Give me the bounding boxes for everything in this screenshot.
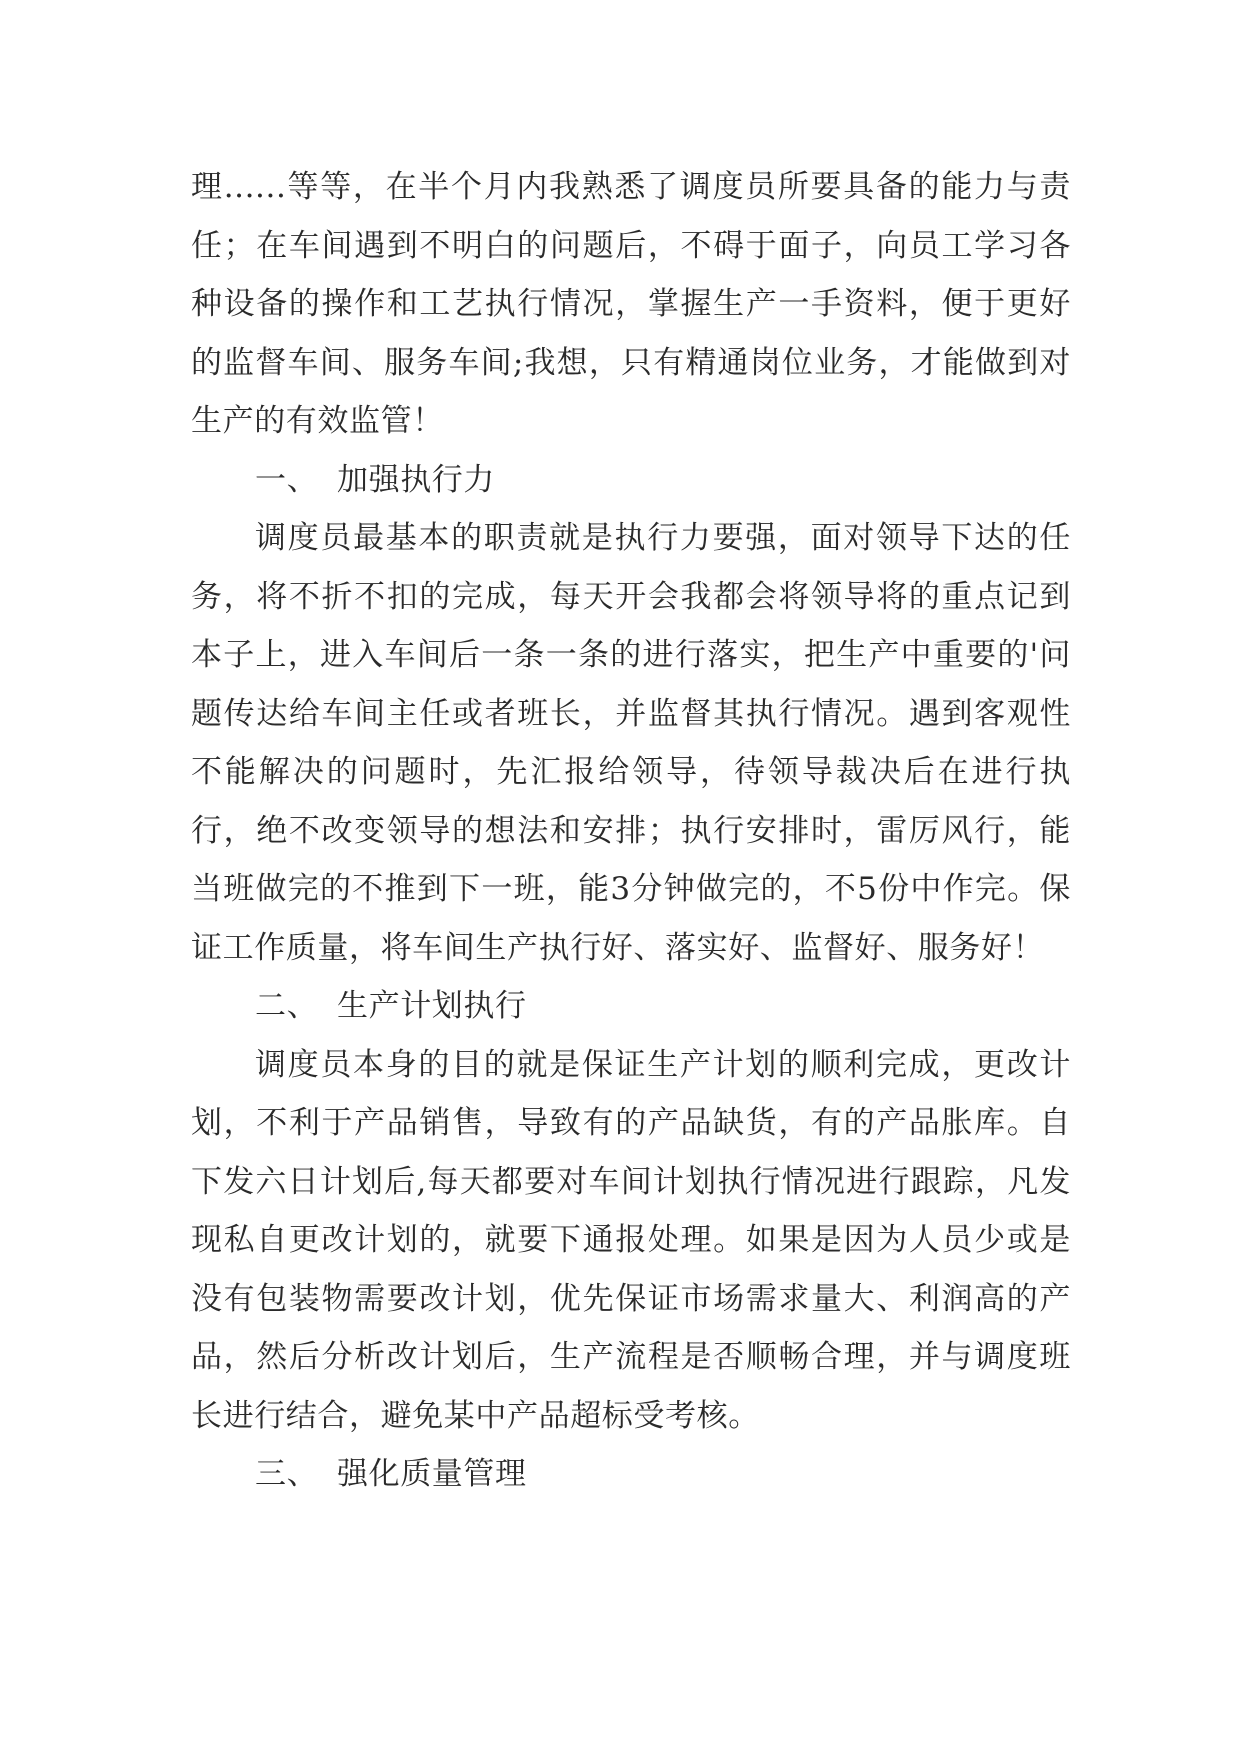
section-heading-3 — [191, 1445, 1071, 1504]
section-heading-2 — [191, 977, 1071, 1036]
paragraph-execution: 调度员最基本的职责就是执行力要强，面对领导下达的任务，将不折不扣的完成，每天开会我都会将领导将的重点记到本子上，进入车间后一条一条的进行落实，把生产中重要的'问题传达给车间主任或者班长，并监督其执行情况。遇到客观性不能解决的问题时，先汇报给领导，待领导裁决后在进行执行，绝不改变领导的想法和安排；执行安排时，雷厉风行，能当班做完的不推到下一班，能3分钟做完的，不5份中作完。保证工作质量，将车间生产执行好、落实好、监督好、服务好！ — [191, 520, 1071, 966]
section-number: 一、 — [255, 461, 319, 498]
section-title: 加强执行力 — [337, 461, 495, 498]
section-title: 强化质量管理 — [337, 1456, 527, 1492]
section-number: 二、 — [255, 988, 319, 1024]
section-title: 生产计划执行 — [337, 988, 527, 1024]
document-body — [191, 158, 1071, 1504]
section-heading-1 — [191, 451, 1071, 510]
section-number: 三、 — [255, 1456, 319, 1492]
paragraph-intro-continuation: 理......等等，在半个月内我熟悉了调度员所要具备的能力与责任；在车间遇到不明白的问题后，不碍于面子，向员工学习各种设备的操作和工艺执行情况，掌握生产一手资料，便于更好的监督车间、服务车间;我想，只有精通岗位业务，才能做到对生产的有效监管！ — [191, 169, 1071, 439]
paragraph-production-plan: 调度员本身的目的就是保证生产计划的顺利完成，更改计划，不利于产品销售，导致有的产品缺货，有的产品胀库。自下发六日计划后,每天都要对车间计划执行情况进行跟踪，凡发现私自更改计划的，就要下通报处理。如果是因为人员少或是没有包装物需要改计划，优先保证市场需求量大、利润高的产品，然后分析改计划后，生产流程是否顺畅合理，并与调度班长进行结合，避免某中产品超标受考核。 — [191, 1046, 1071, 1434]
